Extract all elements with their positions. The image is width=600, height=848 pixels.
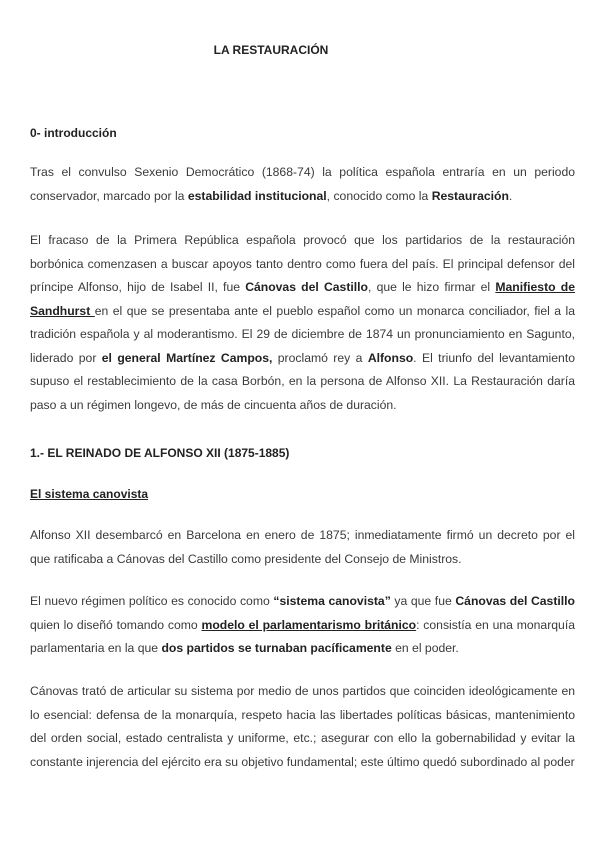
- paragraph-intro: Tras el convulso Sexenio Democrático (1868-74) la política española entraría en un periodo conservador, marcado por la estabilidad institucional, conocido como la Restauración.: [30, 165, 575, 203]
- section-heading-reinado: 1.- EL REINADO DE ALFONSO XII (1875-1885): [30, 446, 290, 460]
- bold-restauracion: Restauración: [431, 188, 509, 203]
- bold-manifiesto-sandhurst: Manifiesto de Sandhurst: [30, 280, 576, 318]
- paragraph-nuevo-regimen: El nuevo régimen político es conocido como “sistema canovista” ya que fue Cánovas del Castillo quien lo diseñó tomando como modelo el parlamentarismo británico: consistía en una monarquía parlamentaria en la que dos partidos se turnaban pacíficamente en el poder.: [30, 594, 575, 655]
- bold-dos-partidos: dos partidos se turnaban pacíficamente: [161, 641, 392, 655]
- section-heading-introduccion: 0- introducción: [30, 126, 117, 140]
- bold-martinez-campos: el general Martínez Campos,: [101, 350, 273, 365]
- paragraph-canovas-partidos: Cánovas trató de articular su sistema por medio de unos partidos que coinciden ideológicamente en lo esencial: defensa de la monarquía, respeto hacia las libertades políticas básicas, mantenimiento del orden social, estado centralista y uniforme, etc.; asegurar con ello la gobernabilidad y evitar la constante injerencia del ejército era su objetivo fundamental; este último quedó subordinado al poder: [30, 684, 575, 769]
- subheading-sistema-canovista: El sistema canovista: [30, 487, 149, 501]
- paragraph-desembarco: Alfonso XII desembarcó en Barcelona en enero de 1875; inmediatamente firmó un decreto por el que ratificaba a Cánovas del Castillo como presidente del Consejo de Ministros.: [30, 528, 575, 566]
- bold-modelo-britanico: modelo el parlamentarismo británico: [201, 617, 417, 632]
- document-title: LA RESTAURACIÓN: [213, 43, 329, 57]
- bold-estabilidad: estabilidad institucional: [187, 188, 327, 203]
- bold-sistema-canovista: “sistema canovista”: [273, 594, 391, 608]
- bold-alfonso: Alfonso: [367, 350, 414, 365]
- bold-canovas-2: Cánovas del Castillo: [455, 594, 575, 608]
- bold-canovas: Cánovas del Castillo: [245, 280, 368, 294]
- paragraph-fracaso-republica: El fracaso de la Primera República española provocó que los partidarios de la restauración borbónica comenzasen a buscar apoyos tanto dentro como fuera del país. El principal defensor del príncipe Alfonso, hijo de Isabel II, fue Cánovas del Castillo, que le hizo firmar el Manifiesto de Sandhurst en el que se presentaba ante el pueblo español como un monarca conciliador, fiel a la tradición española y al moderantismo. El 29 de diciembre de 1874 un pronunciamiento en Sagunto, liderado por el general Martínez Campos, proclamó rey a Alfonso. El triunfo del levantamiento supuso el restablecimiento de la casa Borbón, en la persona de Alfonso XII. La Restauración daría paso a un régimen longevo, de más de cincuenta años de duración.: [30, 233, 576, 412]
